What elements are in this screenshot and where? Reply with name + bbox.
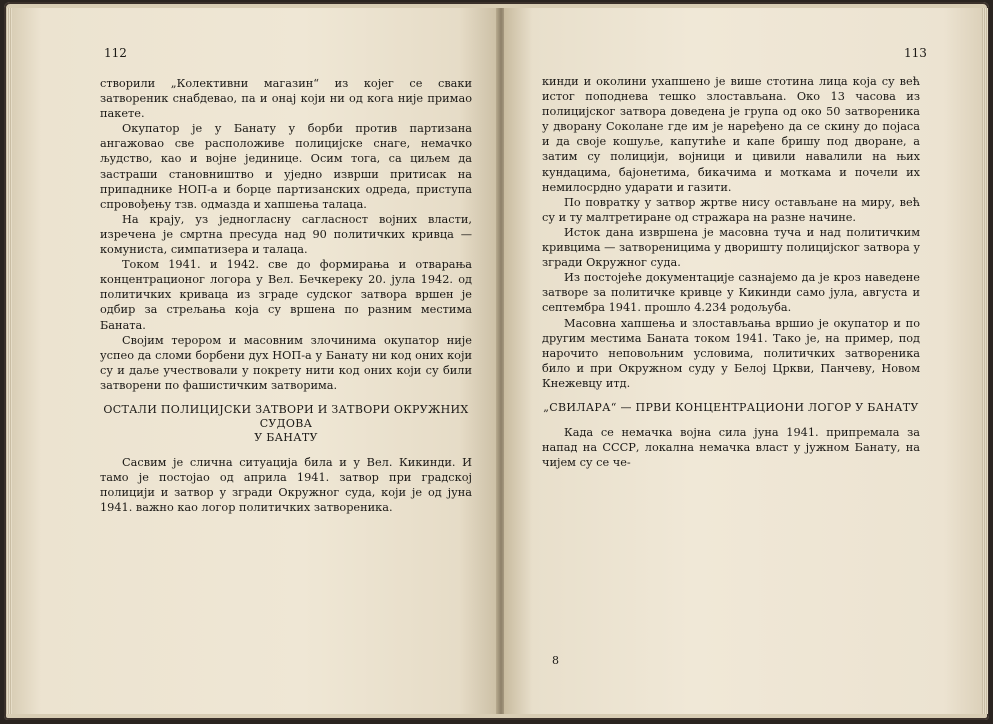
right-page — [504, 8, 982, 714]
right-page-number: 113 — [904, 46, 927, 60]
signature-mark: 8 — [552, 654, 559, 667]
paragraph: Сасвим је слична ситуација била и у Вел. Кикинди. И тамо је постојао од априла 1941. затвор при градској полицији и затвор у згради Окружног суда, који је од јуна 1941. важно као логор политичких затвореника. — [100, 455, 472, 515]
left-page — [12, 8, 498, 714]
open-book — [4, 2, 989, 720]
paragraph: Својим терором и масовним злочинима окупатор није успео да сломи борбени дух НОП-а у Банату ни код оних који су и даље учествовали у покрету нити код оних који су били затворени по фашистичким затворима. — [100, 333, 472, 392]
paragraph: Када се немачка војна сила јуна 1941. припремала за напад на СССР, локална немачка власт у јужном Банату, на чијем су се че- — [542, 425, 920, 470]
paragraph: Из постојеће документације сазнајемо да је кроз наведене затворе за политичке кривце у Кикинди само јула, августа и септембра 1941. прошло 4.234 родољуба. — [542, 271, 920, 315]
paragraph: створили „Колективни магазин“ из којег се сваки затвореник снабдевао, па и онај који ни од кога није примао пакете. — [100, 77, 472, 121]
page-edges-right — [982, 8, 988, 714]
section-heading: ОСТАЛИ ПОЛИЦИЈСКИ ЗАТВОРИ И ЗАТВОРИ ОКРУЖНИХ СУДОВА У БАНАТУ — [103, 402, 469, 444]
paragraph: Исток дана извршена је масовна туча и над политичким кривцима — затвореницима у дворишту полицијског затвора у згради Окружног суда. — [542, 225, 920, 270]
left-page-text — [100, 76, 472, 515]
paragraph: На крају, уз једногласну сагласност војних власти, изречена је смртна пресуда над 90 политичких кривца — комуниста, симпатизера и талаца. — [100, 212, 472, 257]
paragraph: По повратку у затвор жртве нису остављане на миру, већ су и ту малтретиране од стражара на разне начине. — [542, 195, 920, 224]
paragraph: Окупатор је у Банату у борби против партизана ангажовао све расположиве полицијске снаге, немачко људство, као и војне јединице. Осим тога, са циљем да застраши становништво и уједно изврши притисак на припаднике НОП-а и борце партизанских одреда, приступа спровођењу тзв. одмазда и хапшења талаца. — [100, 122, 472, 211]
right-page-text — [542, 74, 920, 470]
paragraph: кинди и околини ухапшено је више стотина лица која су већ истог поподнева тешко злостављана. Око 13 часова из полицијског затвора доведена је група од око 50 затвореника у дворану Соколане где им је наређено да се скину до појаса и да своје кошуље, капутиће и капе бришу под дворане, а затим су полицији, војници и цивили навалили на њих кундацима, бајонетима, бикачима и моткама и почели их немилосрдно ударати и газити. — [542, 75, 920, 194]
paragraph: Током 1941. и 1942. све до формирања и отварања концентрационог логора у Вел. Бечкереку 20. јула 1942. од политичких криваца из зграде судског затвора вршен је одбир за стрељања која су вршена по разним местима Баната. — [100, 258, 472, 332]
paragraph: Масовна хапшења и злостављања вршио је окупатор и по другим местима Баната током 1941. Тако је, на пример, под нарочито неповољним условима, политичких затвореника било и при Окружном суду у Белој Цркви, Панчеву, Новом Кнежевцу итд. — [542, 316, 920, 390]
left-page-number: 112 — [104, 46, 127, 60]
section-heading: „СВИЛАРА“ — ПРВИ КОНЦЕНТРАЦИОНИ ЛОГОР У БАНАТУ — [543, 400, 919, 414]
